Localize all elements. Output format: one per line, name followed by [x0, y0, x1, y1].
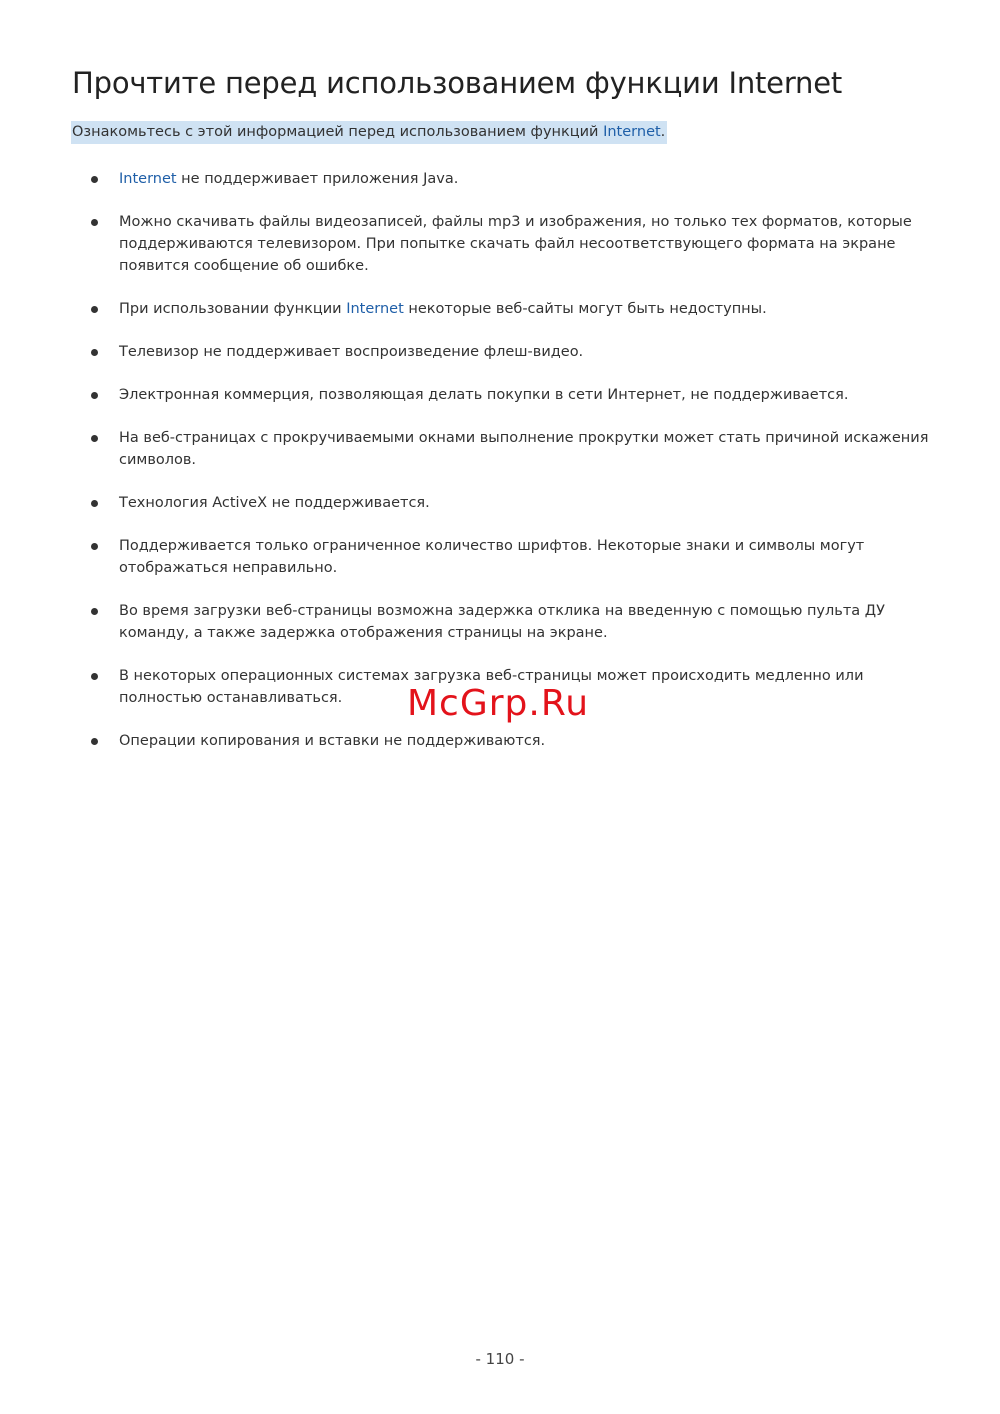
bullet-icon	[91, 219, 98, 226]
bullet-icon	[91, 306, 98, 313]
page-number: - 110 -	[475, 1350, 525, 1368]
list-item	[0, 730, 1000, 752]
list-item	[0, 600, 1000, 644]
list-item	[0, 427, 1000, 471]
intro-internet-link: Internet	[603, 124, 661, 140]
intro-note	[71, 121, 667, 144]
bullet-icon	[91, 435, 98, 442]
list-item	[0, 384, 1000, 406]
list-item	[0, 211, 1000, 277]
intro-text: Ознакомьтесь с этой информацией перед использованием функций	[72, 124, 604, 140]
item-internet-link: Internet	[346, 301, 404, 317]
item-text: Технология ActiveX не поддерживается.	[119, 495, 430, 511]
item-text: Операции копирования и вставки не поддерживаются.	[119, 733, 546, 749]
item-text: не поддерживает приложения Java.	[176, 171, 459, 187]
item-text: На веб-страницах с прокручиваемыми окнами выполнение прокрутки может стать причиной искажения символов.	[119, 430, 929, 468]
bullet-icon	[91, 176, 98, 183]
item-text: Телевизор не поддерживает воспроизведение флеш-видео.	[119, 344, 584, 360]
item-text: некоторые веб-сайты могут быть недоступны.	[403, 301, 767, 317]
list-item	[0, 168, 1000, 190]
bullet-icon	[91, 738, 98, 745]
item-text: Во время загрузки веб-страницы возможна задержка отклика на введенную с помощью пульта ДУ команду, а также задержка отображения страницы на экране.	[119, 603, 885, 641]
watermark-logo: McGrp.Ru	[407, 683, 590, 724]
page-title: Прочтите перед использованием функции Internet	[72, 66, 843, 100]
item-prefix: При использовании функции	[119, 301, 347, 317]
item-internet-link: Internet	[119, 171, 177, 187]
item-text: Можно скачивать файлы видеозаписей, файлы mp3 и изображения, но только тех форматов, которые поддерживаются телевизором. При попытке скачать файл несоответствующего формата на экране появится сообщение об ошибке.	[119, 214, 912, 274]
intro-suffix: .	[660, 124, 666, 140]
bullet-icon	[91, 543, 98, 550]
item-text: В некоторых операционных системах загрузка веб-страницы может происходить медленно или полностью останавливаться.	[119, 668, 864, 706]
list-item	[0, 341, 1000, 363]
bullet-icon	[91, 500, 98, 507]
list-item	[0, 298, 1000, 320]
item-text: Электронная коммерция, позволяющая делать покупки в сети Интернет, не поддерживается.	[119, 387, 849, 403]
bullet-icon	[91, 349, 98, 356]
bullet-icon	[91, 392, 98, 399]
list-item	[0, 535, 1000, 579]
item-text: Поддерживается только ограниченное количество шрифтов. Некоторые знаки и символы могут отображаться неправильно.	[119, 538, 865, 576]
bullet-icon	[91, 673, 98, 680]
list-item	[0, 492, 1000, 514]
bullet-icon	[91, 608, 98, 615]
